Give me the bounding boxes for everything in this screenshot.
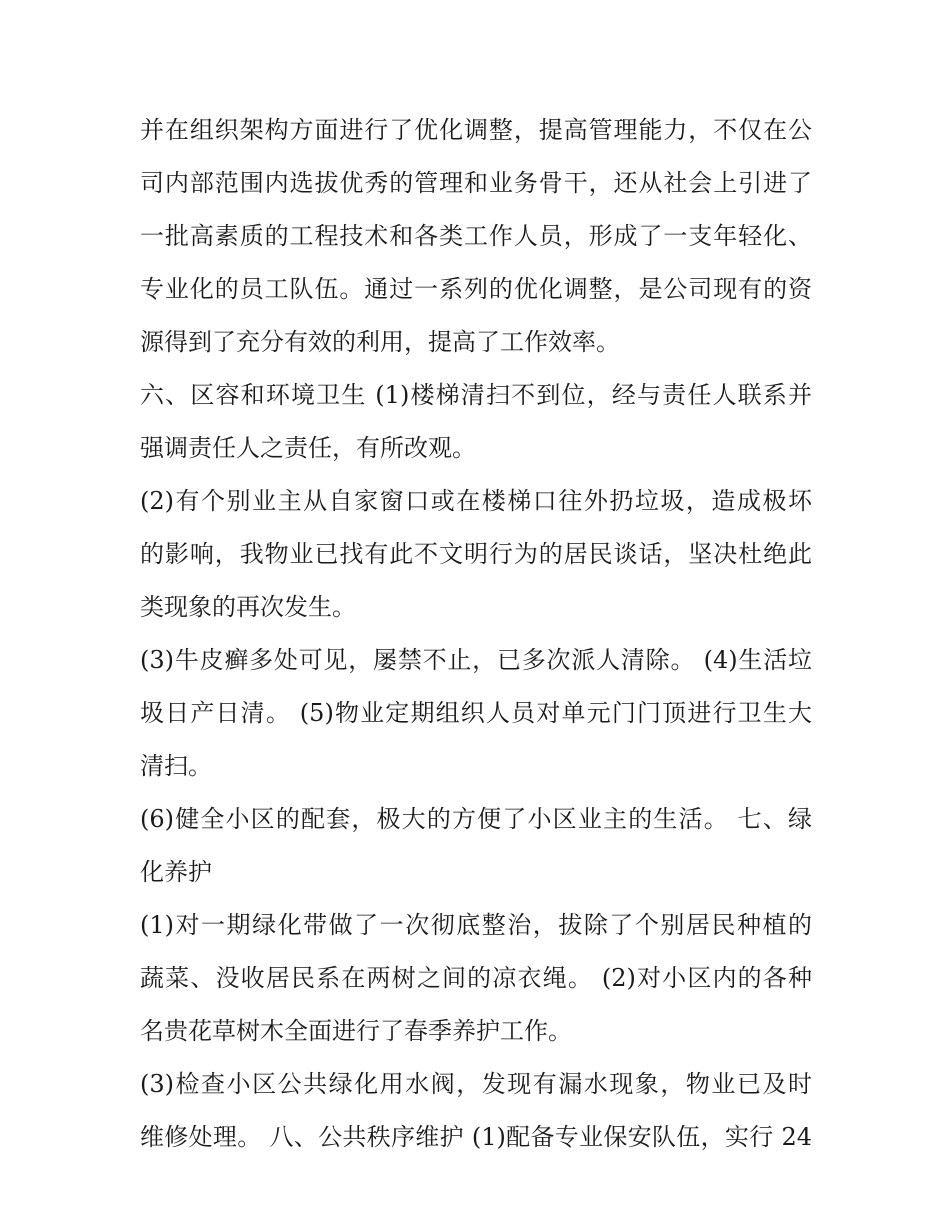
text-line: 司内部范围内选拔优秀的管理和业务骨干，还从社会上引进了 [140, 169, 812, 197]
text-line: 源得到了充分有效的利用，提高了工作效率。 [140, 328, 620, 356]
text-line: 化养护 [140, 858, 212, 886]
text-line: (2)有个别业主从自家窗口或在楼梯口往外扔垃圾，造成极坏 [140, 487, 812, 515]
text-line: 类现象的再次发生。 [140, 593, 356, 621]
text-line: 清扫。 [140, 752, 212, 780]
text-line: 六、区容和环境卫生 (1)楼梯清扫不到位，经与责任人联系并 [140, 381, 812, 409]
text-line: 名贵花草树木全面进行了春季养护工作。 [140, 1017, 572, 1045]
text-line: 强调责任人之责任，有所改观。 [140, 434, 476, 462]
text-line: 维修处理。 八、公共秩序维护 (1)配备专业保安队伍，实行 24 [140, 1123, 812, 1151]
text-line: 专业化的员工队伍。通过一系列的优化调整，是公司现有的资 [140, 275, 812, 303]
body-text [140, 104, 812, 1164]
text-line: 蔬菜、没收居民系在两树之间的凉衣绳。 (2)对小区内的各种 [140, 964, 812, 992]
text-line: (1)对一期绿化带做了一次彻底整治，拔除了个别居民种植的 [140, 911, 812, 939]
text-line: (3)牛皮癣多处可见，屡禁不止，已多次派人清除。 (4)生活垃 [140, 646, 812, 674]
text-line: 的影响，我物业已找有此不文明行为的居民谈话，坚决杜绝此 [140, 540, 812, 568]
text-line: 并在组织架构方面进行了优化调整，提高管理能力，不仅在公 [140, 116, 812, 144]
text-line: 圾日产日清。 (5)物业定期组织人员对单元门门顶进行卫生大 [140, 699, 812, 727]
text-line: 一批高素质的工程技术和各类工作人员，形成了一支年轻化、 [140, 222, 812, 250]
text-line: (3)检查小区公共绿化用水阀，发现有漏水现象，物业已及时 [140, 1070, 812, 1098]
text-line: (6)健全小区的配套，极大的方便了小区业主的生活。 七、绿 [140, 805, 812, 833]
